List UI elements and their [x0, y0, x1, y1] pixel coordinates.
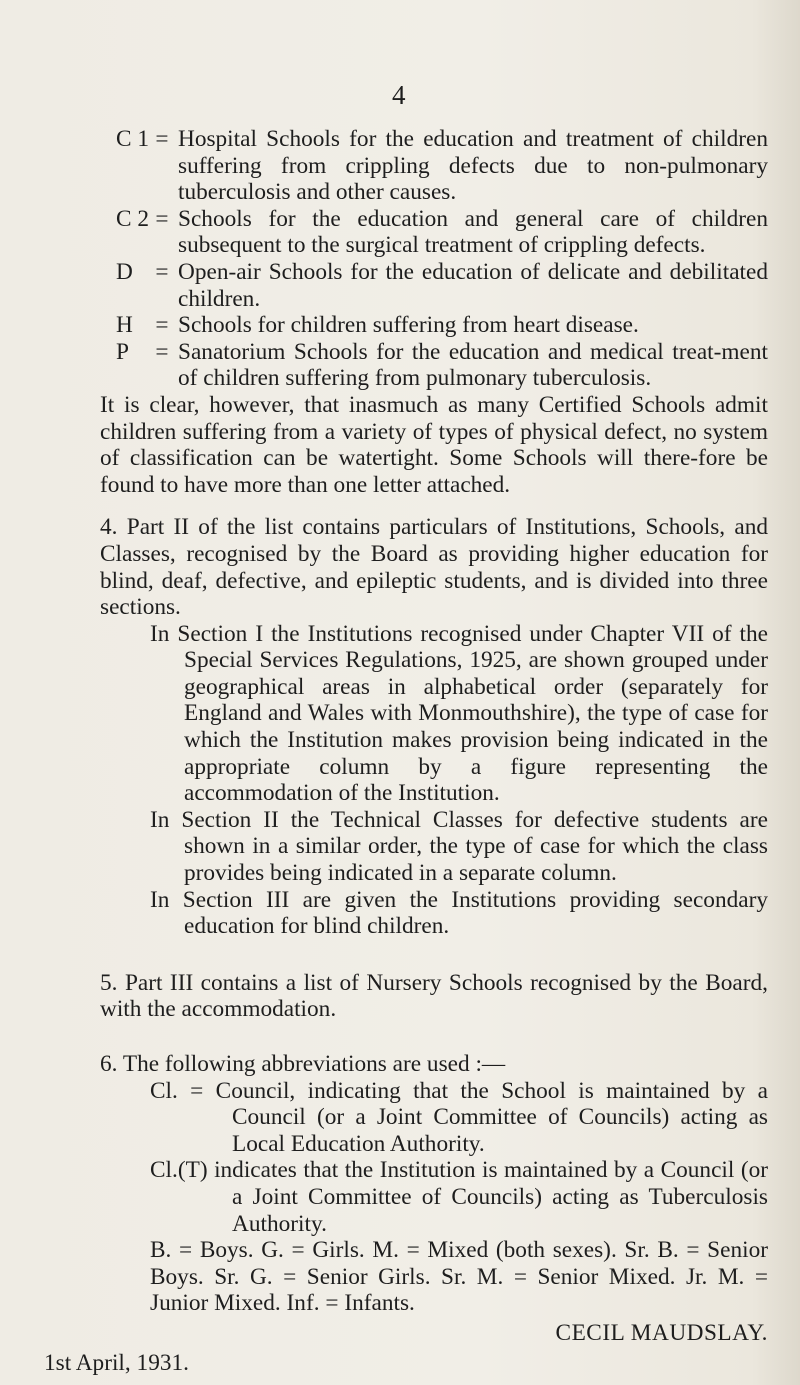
definition-d [116, 259, 768, 312]
definition-key: P [116, 338, 129, 365]
definition-text: Schools for the education and general care of children subsequent to the surgical treatment of crippling defects. [178, 205, 768, 259]
definition-equals: = [155, 205, 169, 232]
paragraph-4-section-3: In Section III are given the Institutions providing secondary education for blind children. [150, 886, 768, 940]
definition-text: Schools for children suffering from heart disease. [178, 312, 639, 339]
abbreviation-list: B. = Boys. G. = Girls. M. = Mixed (both sexes). Sr. B. = Senior Boys. Sr. G. = Senior Girls. Sr. M. = Senior Mixed. Jr. M. = Junior Mixed. Inf. = Infants. [150, 1237, 768, 1317]
definition-c1 [116, 126, 768, 206]
page-number: 4 [392, 80, 406, 110]
definition-equals: = [155, 312, 169, 339]
date: 1st April, 1931. [44, 1349, 189, 1376]
paragraph-4-section-2: In Section II the Technical Classes for defective students are shown in a similar order, the type of case for which the class provides being indicated in a separate column. [150, 806, 768, 887]
footer [44, 1319, 768, 1382]
paragraph-5: 5. Part III contains a list of Nursery Schools recognised by the Board, with the accommodation. [100, 969, 768, 1023]
paragraph-4-intro: 4. Part II of the list contains particulars of Institutions, Schools, and Classes, recognised by the Board as providing higher education for blind, deaf, defective, and epileptic students, and is divided into three sections. [100, 514, 768, 621]
abbreviation-council: Cl. = Council, indicating that the School is maintained by a Council (or a Joint Committee of Councils) acting as Local Education Authority. [150, 1077, 768, 1157]
paragraph-6-intro: 6. The following abbreviations are used :— [100, 1051, 506, 1077]
definition-p [116, 339, 768, 392]
definition-h [116, 312, 768, 339]
definition-key: C 1 [116, 126, 150, 152]
definition-equals: = [155, 258, 169, 285]
paragraph-4-section-1: In Section I the Institutions recognised under Chapter VII of the Special Services Regulations, 1925, are shown grouped under geographical areas in alphabetical order (separately for England and Wales with Monmouthshire), the type of case for which the Institution makes provision being indicated in the appropriate column by a figure representing the accommodation of the Institution. [150, 620, 768, 807]
definition-equals: = [155, 126, 169, 152]
body-text [44, 126, 768, 1382]
definition-key: C 2 [116, 205, 150, 232]
definition-c2 [116, 206, 768, 259]
classification-paragraph: It is clear, however, that inasmuch as many Certified Schools admit children suffering from a variety of types of physical defect, no system of classification can be watertight. Some Schools will there-fore be found to have more than one letter attached. [100, 391, 768, 498]
definition-text: Sanatorium Schools for the education and medical treat-ment of children suffering from pulmonary tuberculosis. [178, 338, 768, 392]
definition-key: D [116, 258, 133, 285]
signature: CECIL MAUDSLAY. [555, 1319, 768, 1346]
definition-text: Hospital Schools for the education and treatment of children suffering from crippling defects due to non-pulmonary tuberculosis and other causes. [178, 126, 768, 206]
definition-text: Open-air Schools for the education of delicate and debilitated children. [178, 258, 768, 312]
definition-equals: = [155, 338, 169, 365]
abbreviation-council-t: Cl.(T) indicates that the Institution is maintained by a Council (or a Joint Committee of Councils) acting as Tuberculosis Authority. [150, 1157, 768, 1237]
definition-key: H [116, 312, 133, 339]
